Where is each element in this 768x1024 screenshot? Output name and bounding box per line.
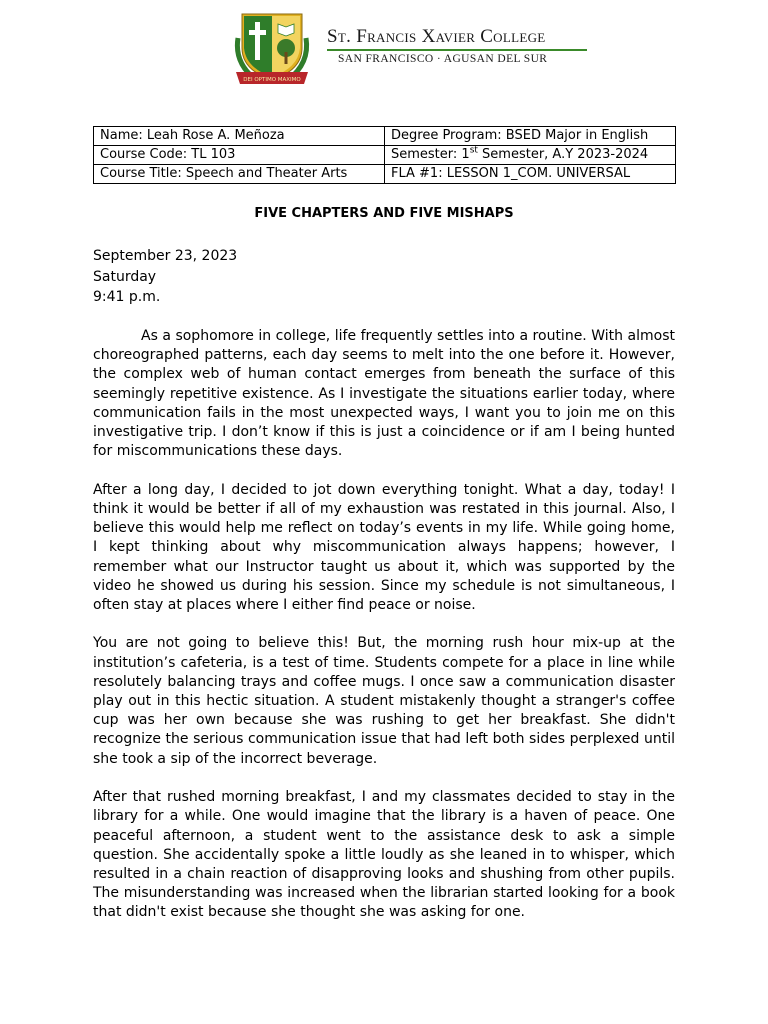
letterhead [0,0,768,100]
course-title: Course Title: Speech and Theater Arts [94,165,385,184]
table-row [94,127,676,146]
semester-prefix: Semester: 1 [391,147,470,162]
paragraph: After a long day, I decided to jot down everything tonight. What a day, today! I think it would be better if all of my exhaustion was restated in this journal. Also, I believe this would help me reflect on today’s events in my life. While going home, I kept thinking about why miscommunication always happens; however, I remember what our Instructor taught us about it, which was supported by the video he showed us during his session. Since my schedule is not simultaneous, I often stay at places where I either find peace or noise. [93,481,675,613]
header-divider [327,49,587,51]
entry-day: Saturday [93,268,157,285]
semester-ordinal: st [469,145,478,156]
journal-entry-meta [93,246,237,308]
semester-suffix: Semester, A.Y 2023-2024 [477,147,649,162]
entry-time: 9:41 p.m. [93,289,161,305]
college-name: St. Francis Xavier College [327,26,546,47]
table-row [94,146,676,165]
paragraph: After that rushed morning breakfast, I and my classmates decided to stay in the library for a while. One would imagine that the library is a haven of peace. One peaceful afternoon, a student went to the assistance desk to ask a simple question. She accidentally spoke a little loudly as she leaned in to whisper, which resulted in a chain reaction of disapproving looks and shushing from other pupils. The misunderstanding was increased when the librarian started looking for a book that didn't exist because she thought she was asking for one. [93,789,675,921]
logo-motto: DEI OPTIMO MAXIMO [243,77,301,83]
degree-program: Degree Program: BSED Major in English [385,127,676,146]
document-title: FIVE CHAPTERS AND FIVE MISHAPS [254,206,514,221]
journal-body [93,327,675,942]
student-info-table [93,126,676,184]
table-row [94,165,676,184]
paragraph: You are not going to believe this! But, the morning rush hour mix-up at the institution’s cafeteria, is a test of time. Students compete for a place in line while resolutely balancing trays and coffee mugs. I once saw a communication disaster play out in this hectic situation. A student mistakenly thought a stranger's coffee cup was her own because she was rushing to get her breakfast. She didn't recognize the serious communication issue that had left both sides perplexed until she took a sip of the incorrect beverage. [93,635,675,767]
college-seal-logo [228,8,316,88]
student-name: Name: Leah Rose A. Meñoza [94,127,385,146]
entry-date: September 23, 2023 [93,248,238,264]
paragraph: As a sophomore in college, life frequently settles into a routine. With almost choreographed patterns, each day seems to melt into the one before it. However, the complex web of human contact emerges from beneath the surface of this seemingly repetitive existence. As I investigate the situations earlier today, where communication fails in the most unexpected ways, I want you to join me on this investigative trip. I don’t know if this is just a coincidence or if am I being hunted for miscommunications these days. [93,328,675,460]
course-code: Course Code: TL 103 [94,146,385,165]
fla-label: FLA #1: LESSON 1_COM. UNIVERSAL [385,165,676,184]
college-address: SAN FRANCISCO · AGUSAN DEL SUR [338,53,548,65]
semester [385,146,676,165]
